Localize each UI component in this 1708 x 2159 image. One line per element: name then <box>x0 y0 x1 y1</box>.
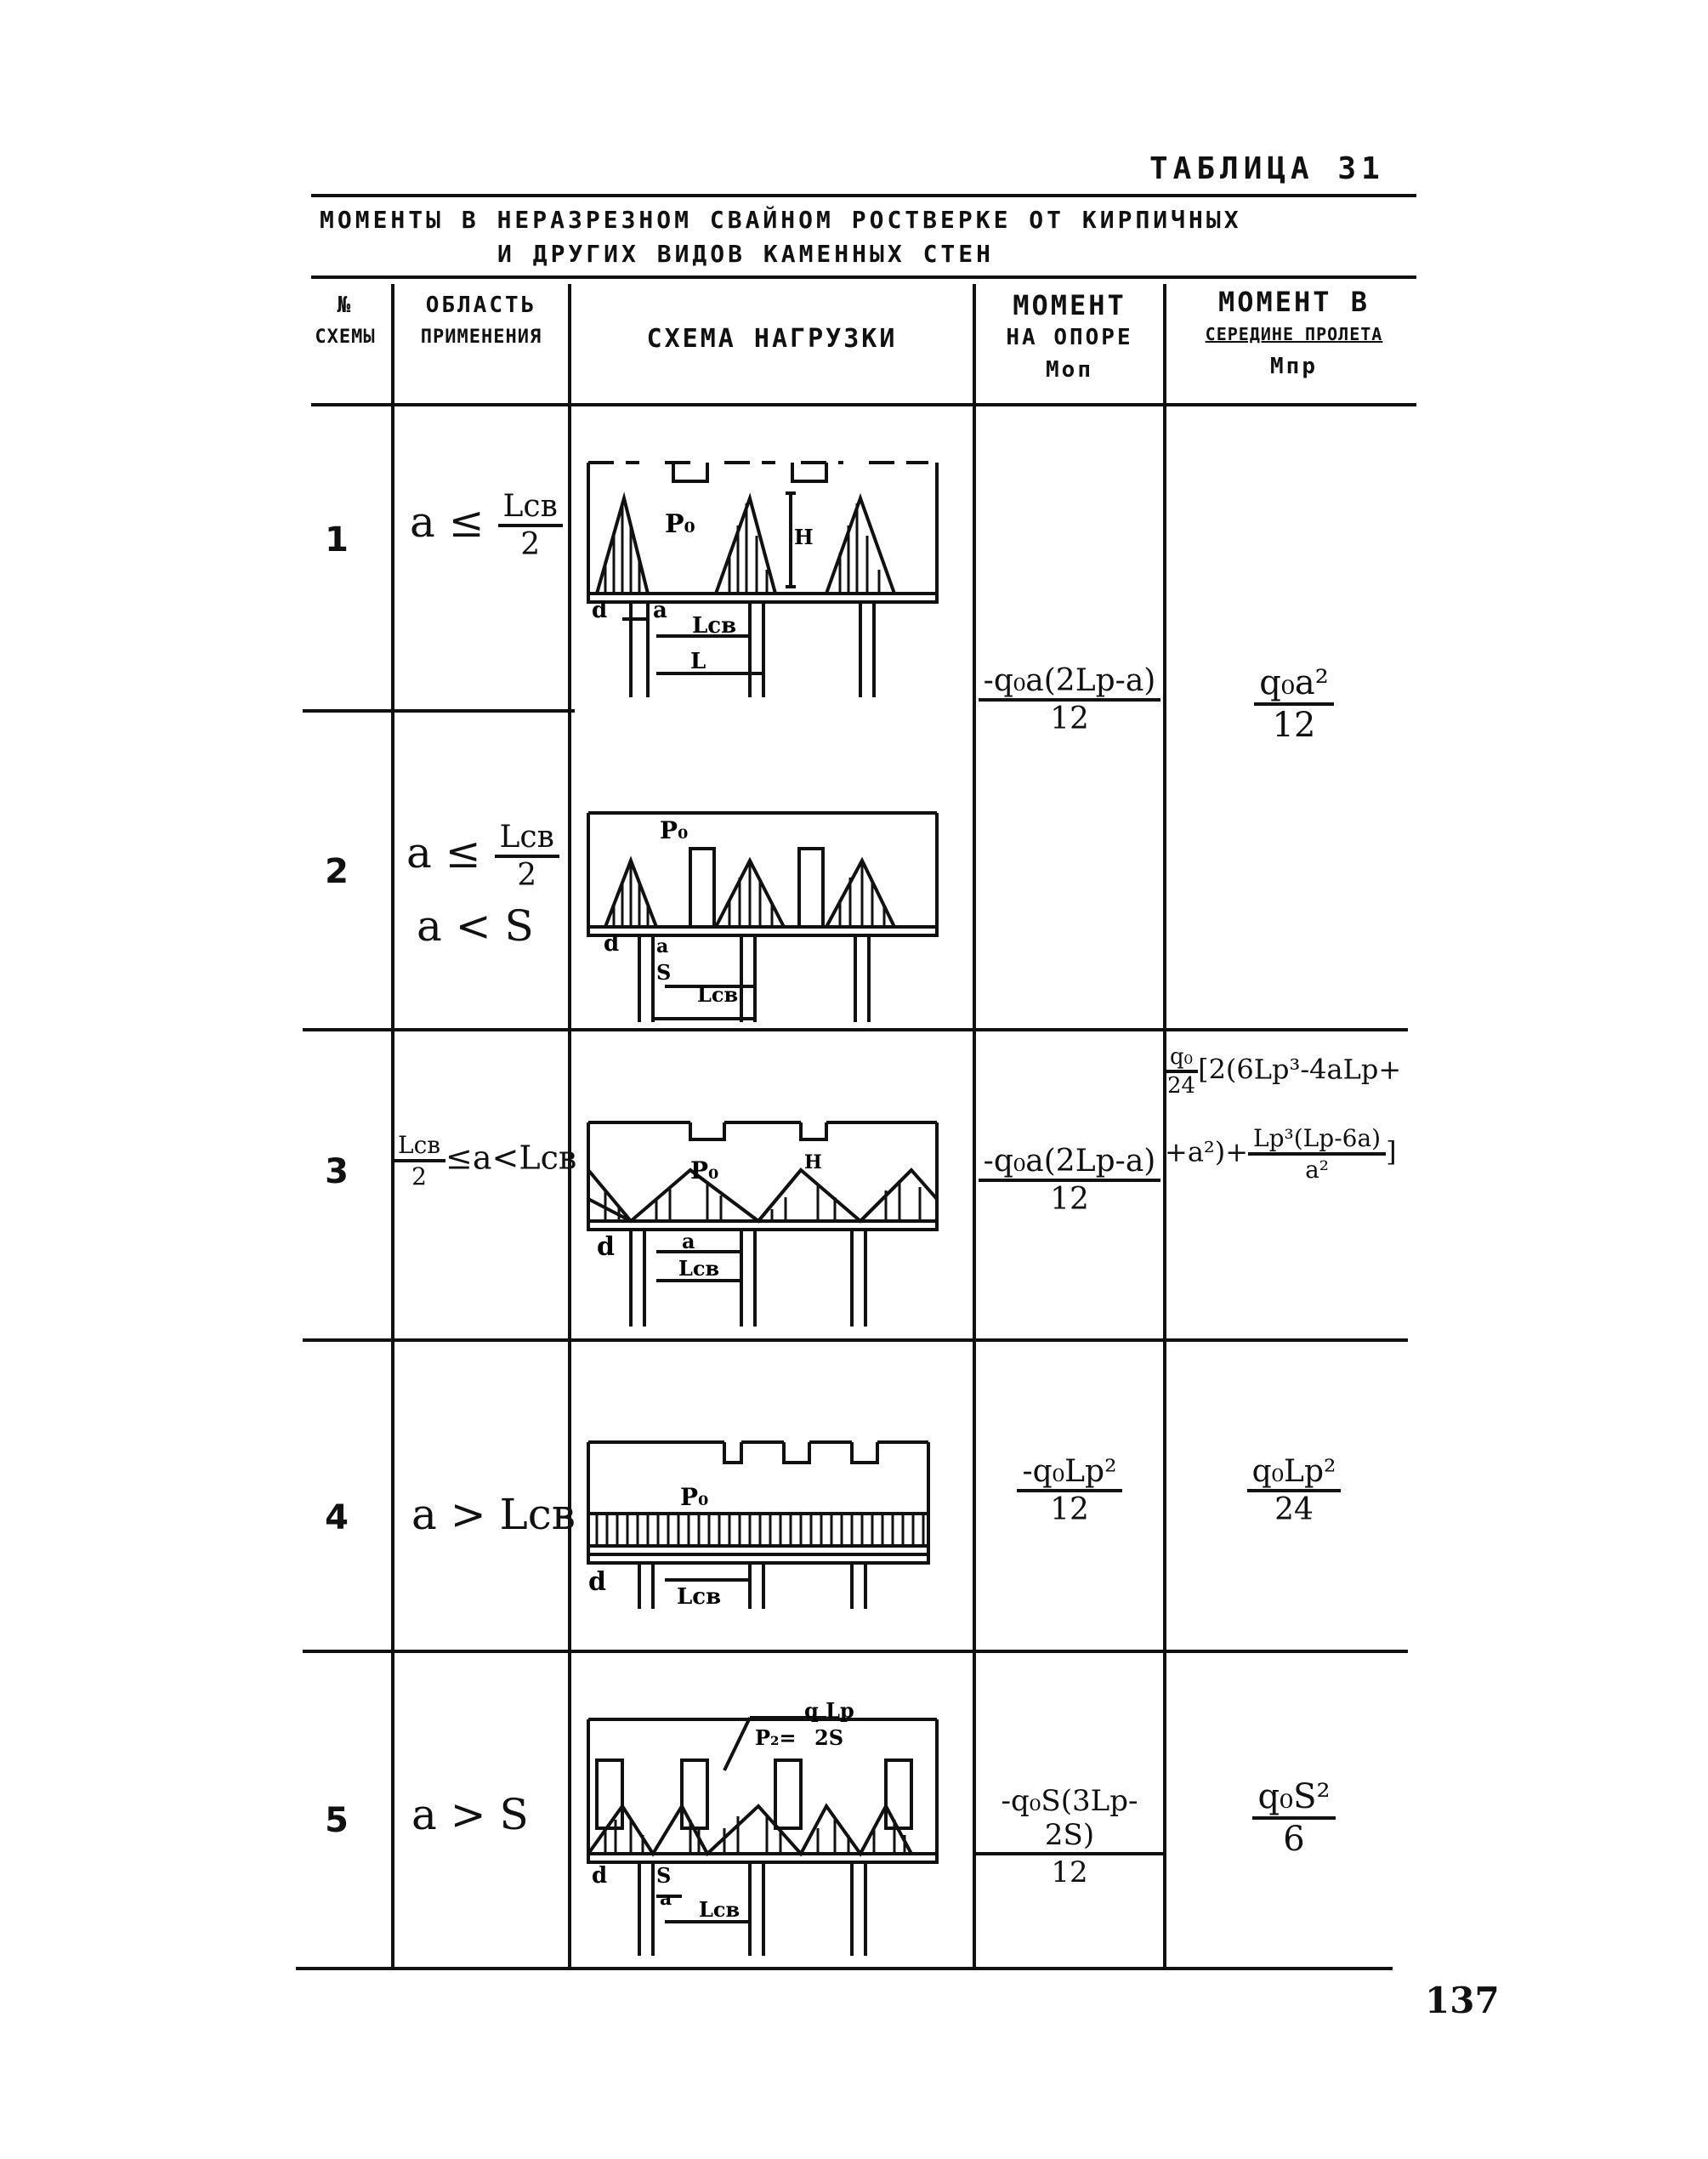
header-moment-support: МОМЕНТ НА ОПОРЕ Моп <box>1006 289 1133 383</box>
label-h: H <box>804 1151 822 1173</box>
moment-span-row-4: $\frac{\text{q₀Lp²}}{24}$ <box>1166 1454 1421 1527</box>
load-scheme-4 <box>571 1429 973 1616</box>
label-h: H <box>794 525 814 549</box>
label-lsv: Lсв <box>699 1897 741 1922</box>
label-a: a <box>653 598 667 623</box>
label-d: d <box>604 931 620 957</box>
label-p0: P₀ <box>690 1156 719 1185</box>
row-2-condition: a ≤ $\frac{\text{Lсв}}{2}$ <box>406 820 559 893</box>
label-p2: P₂= <box>755 1725 797 1750</box>
row-2-number: 2 <box>325 852 349 891</box>
moment-support-row-3: $\frac{\text{-q₀a(2Lp-a)}}{12}$ <box>976 1144 1163 1217</box>
label-lsv: Lсв <box>697 982 739 1007</box>
moment-support-row-4: $\frac{\text{-q₀Lp²}}{12}$ <box>976 1454 1163 1527</box>
label-a: a <box>656 935 669 957</box>
label-lsv: Lсв <box>677 1584 722 1610</box>
table-title-line1: МОМЕНТЫ В НЕРАЗРЕЗНОМ СВАЙНОМ РОСТВЕРКЕ ОТ КИРПИЧНЫХ <box>320 206 1242 234</box>
label-p0: P₀ <box>665 509 695 539</box>
label-d: d <box>597 1232 615 1262</box>
load-scheme-5 <box>571 1692 973 1964</box>
moment-span-row-5: $\frac{\text{q₀S²}}{6}$ <box>1166 1777 1421 1859</box>
table-title-line2: И ДРУГИХ ВИДОВ КАМЕННЫХ СТЕН <box>497 240 995 268</box>
label-p0: P₀ <box>660 816 689 844</box>
row-2-condition-extra: a < S <box>417 901 534 951</box>
moment-span-rows-1-2: $\frac{\text{q₀a²}}{12}$ <box>1166 663 1421 745</box>
label-a: a <box>682 1229 695 1253</box>
header-top-rule <box>311 276 1416 279</box>
label-d: d <box>588 1567 606 1597</box>
header-moment-span: МОМЕНТ В СЕРЕДИНЕ ПРОЛЕТА Мпр <box>1205 286 1383 379</box>
moment-support-row-5: $\frac{\text{-q₀S(3Lp-2S)}}{12}$ <box>976 1784 1163 1889</box>
header-bottom-rule <box>311 403 1416 406</box>
row-4-condition: a > Lсв <box>411 1490 576 1539</box>
page-number: 137 <box>1425 1980 1500 2021</box>
label-p2-numerator: q Lp <box>804 1698 854 1723</box>
row-1-number: 1 <box>325 520 349 560</box>
header-area: ОБЛАСТЬ ПРИМЕНЕНИЯ <box>420 293 542 348</box>
load-scheme-1 <box>571 451 973 706</box>
table-bottom-rule <box>296 1967 1393 1970</box>
label-p2-denominator: 2S <box>814 1725 844 1750</box>
header-num: № СХЕМЫ <box>315 293 376 348</box>
col-divider-3 <box>973 284 976 1968</box>
row-5-condition: a > S <box>411 1790 529 1839</box>
load-scheme-2 <box>571 799 973 1029</box>
moment-support-rows-1-2: $\frac{\text{-q₀a(2Lp-a)}}{12}$ <box>976 663 1163 736</box>
row-3-condition: $\frac{\text{Lсв}}{2}$ ≤a<Lсв <box>393 1131 576 1190</box>
label-s: S <box>656 1863 672 1888</box>
title-top-rule <box>311 194 1416 197</box>
label-lsv: Lсв <box>678 1256 720 1281</box>
label-d: d <box>592 598 608 623</box>
row-1-condition: a ≤ $\frac{\text{Lсв}}{2}$ <box>410 489 563 562</box>
row-divider-4 <box>303 1650 1408 1653</box>
load-scheme-3 <box>571 1105 973 1335</box>
header-scheme: СХЕМА НАГРУЗКИ <box>646 324 898 354</box>
moment-span-row-3: $\frac{\text{q₀}}{24}$ [2(6Lp³-4aLp+ +a²)+ $\frac{\text{Lp³(Lp-6a)}}{\text{a²}}$ ] <box>1165 1044 1402 1184</box>
table-caption: ТАБЛИЦА 31 <box>1149 151 1385 186</box>
row-divider-1 <box>303 709 575 713</box>
label-d: d <box>592 1863 608 1889</box>
label-l: L <box>690 649 706 674</box>
row-divider-3 <box>303 1338 1408 1342</box>
row-5-number: 5 <box>325 1801 349 1840</box>
label-lsv: Lсв <box>692 613 737 639</box>
row-4-number: 4 <box>325 1498 349 1537</box>
label-p0: P₀ <box>680 1483 709 1511</box>
label-s: S <box>656 960 672 985</box>
label-a: a <box>660 1888 672 1910</box>
col-divider-1 <box>391 284 394 1968</box>
row-3-number: 3 <box>325 1152 349 1191</box>
